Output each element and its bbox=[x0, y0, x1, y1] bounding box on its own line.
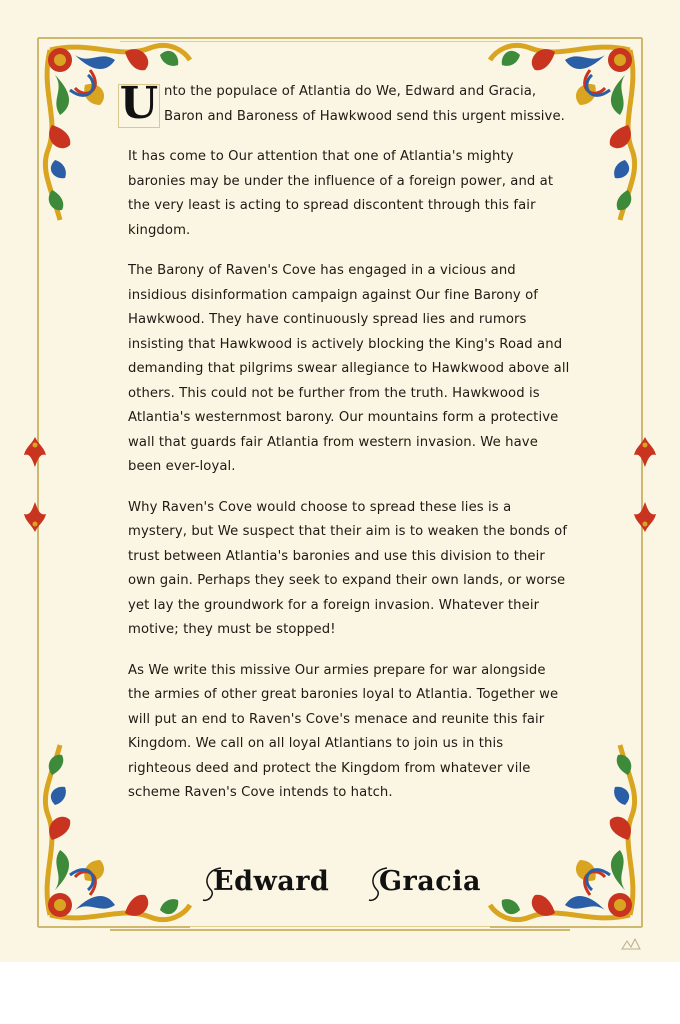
paragraph: Why Raven's Cove would choose to spread these lies is a mystery, but We suspect that their aim is to weaken the bonds of trust between Atlantia's baronies and use this division to their own gain. Perhaps they seek to expand their own lands, or worse yet lay the groundwork for a foreign invasion. Whatever their motive; they must be stopped! bbox=[128, 499, 568, 637]
frame-border-left bbox=[37, 225, 39, 745]
signature-gracia: Gracia bbox=[379, 866, 481, 897]
paragraph: As We write this missive Our armies prepare for war alongside the armies of other great baronies loyal to Atlantia. Together we will put an end to Raven's Cove's menace and reunite this fair Kingdom. We call on all loyal Atlantians to join us in this righteous deed and protect the Kingdom from whatever vile scheme Raven's Cove intends to hatch. bbox=[128, 662, 559, 800]
paragraph: It has come to Our attention that one of Atlantia's mighty baronies may be under the influence of a foreign power, and at the very least is acting to spread discontent through this fair kingdom. bbox=[128, 149, 554, 238]
fleur-ornament-icon bbox=[632, 435, 658, 469]
signature-edward: Edward bbox=[213, 866, 330, 897]
paragraph: The Barony of Raven's Cove has engaged in a vicious and insidious disinformation campaign against Our fine Barony of Hawkwood. They have continuously spread lies and rumors insisting that Hawkwood is actively blocking the King's Road and demanding that pilgrims swear allegiance to Hawkwood above all others. This could not be further from the truth. Hawkwood is Atlantia's westernmost barony. Our mountains form a protective wall that guards fair Atlantia from western invasion. We have been ever-loyal. bbox=[128, 263, 570, 474]
fleur-ornament-icon bbox=[22, 435, 48, 469]
paragraph-text: nto the populace of Atlantia do We, Edward and Gracia, Baron and Baroness of Hawkwood send this urgent missive. bbox=[164, 84, 565, 124]
paragraph-opening bbox=[118, 80, 570, 129]
frame-border-right bbox=[641, 225, 643, 745]
fleur-ornament-icon bbox=[22, 500, 48, 534]
printer-mark-icon bbox=[620, 935, 642, 953]
signature-block bbox=[205, 860, 505, 920]
fleur-ornament-icon bbox=[632, 500, 658, 534]
missive-body bbox=[118, 80, 570, 822]
drop-cap: U bbox=[119, 78, 159, 129]
